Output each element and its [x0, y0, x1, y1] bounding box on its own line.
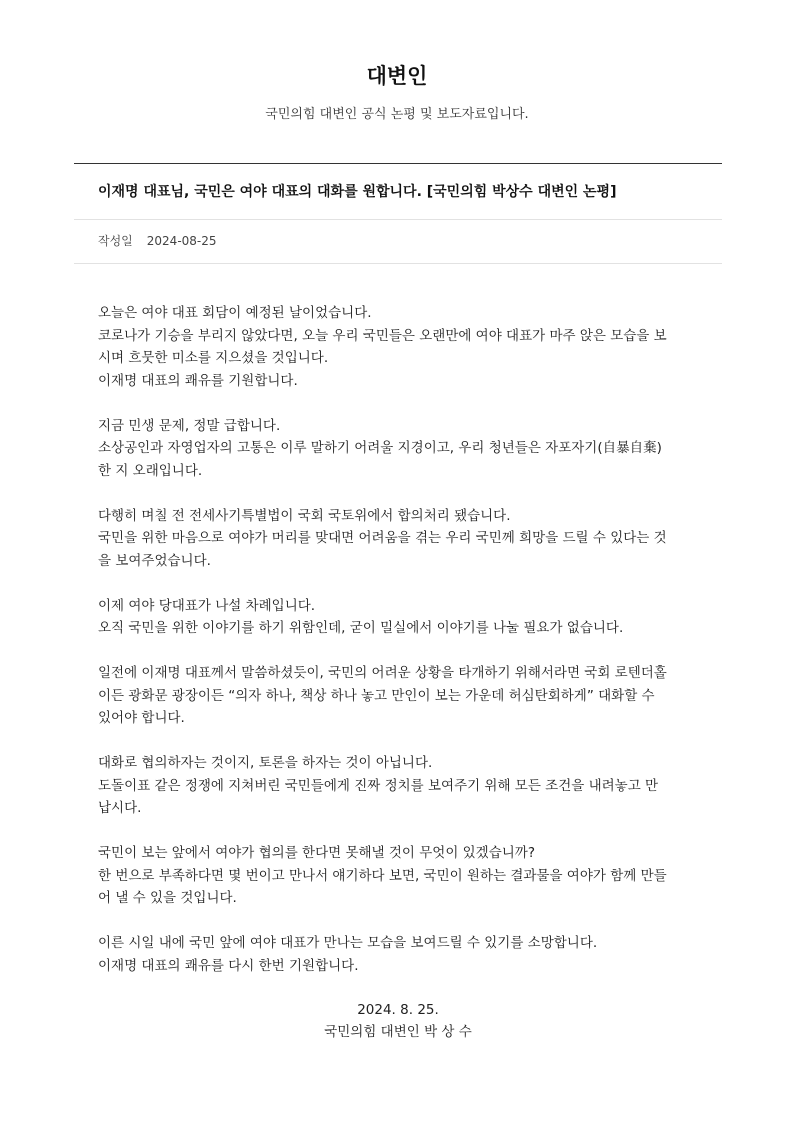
site-title[interactable]: 대변인 [366, 64, 428, 88]
body-line: 이제 여야 당대표가 나설 차례입니다. [98, 597, 316, 614]
body-line: 소상공인과 자영업자의 고통은 이루 말하기 어려울 지경이고, 우리 청년들은 자포자기(自暴自棄) [98, 440, 662, 456]
paragraph [98, 752, 698, 820]
body-line: 국민이 보는 앞에서 여야가 협의를 한다면 못해낼 것이 무엇이 있겠습니까? [98, 845, 536, 861]
body-line: 도돌이표 같은 정쟁에 지쳐버린 국민들에게 진짜 정치를 보여주기 위해 모든 조건을 내려놓고 만 [98, 777, 659, 794]
site-header [0, 0, 794, 124]
signature-date: 2024. 8. 25. [357, 1001, 439, 1018]
post-title: 이재명 대표님, 국민은 여야 대표의 대화를 원합니다. [국민의힘 박상수 대변인 논평] [74, 164, 722, 220]
body-line: 일전에 이재명 대표께서 말씀하셨듯이, 국민의 어려운 상황을 타개하기 위해서라면 국회 로텐더홀 [98, 665, 667, 681]
body-line: 다행히 며칠 전 전세사기특별법이 국회 국토위에서 합의처리 됐습니다. [98, 507, 511, 524]
body-line: 한 번으로 부족하다면 몇 번이고 만나서 얘기하다 보면, 국민이 원하는 결과물을 여야가 함께 만들 [98, 867, 667, 884]
paragraph [98, 595, 698, 640]
post [74, 163, 722, 1044]
body-line: 있어야 합니다. [98, 710, 185, 726]
body-line: 이든 광화문 광장이든 “의자 하나, 책상 하나 놓고 만인이 보는 가운데 허심탄회하게” 대화할 수 [98, 687, 655, 704]
body-line: 오직 국민을 위한 이야기를 하기 위함인데, 굳이 밀실에서 이야기를 나눌 필요가 없습니다. [98, 620, 624, 636]
signature [98, 999, 698, 1044]
paragraph [98, 415, 698, 483]
body-line: 코로나가 기승을 부리지 않았다면, 오늘 우리 국민들은 오랜만에 여야 대표가 마주 앉은 모습을 보 [98, 327, 667, 344]
paragraph [98, 302, 698, 392]
body-line: 이재명 대표의 쾌유를 기원합니다. [98, 372, 298, 389]
body-line: 납시다. [98, 800, 142, 816]
body-line: 국민을 위한 마음으로 여야가 머리를 맞대면 어려움을 겪는 우리 국민께 희망을 드릴 수 있다는 것 [98, 530, 667, 546]
body-line: 지금 민생 문제, 정말 급합니다. [98, 417, 281, 434]
signature-author: 국민의힘 대변인 박 상 수 [324, 1024, 472, 1040]
body-line: 어 낼 수 있을 것입니다. [98, 890, 237, 906]
post-body [74, 264, 722, 1044]
paragraph [98, 505, 698, 573]
body-line: 이른 시일 내에 국민 앞에 여야 대표가 만나는 모습을 보여드릴 수 있기를 소망합니다. [98, 935, 598, 951]
post-meta [74, 220, 722, 264]
paragraph [98, 932, 698, 977]
body-line: 시며 흐뭇한 미소를 지으셨을 것입니다. [98, 350, 329, 366]
meta-date: 2024-08-25 [146, 234, 217, 248]
paragraph [98, 842, 698, 910]
body-line: 이재명 대표의 쾌유를 다시 한번 기원합니다. [98, 957, 359, 974]
body-line: 오늘은 여야 대표 회담이 예정된 날이었습니다. [98, 305, 372, 321]
paragraph [98, 662, 698, 730]
site-subtitle: 국민의힘 대변인 공식 논평 및 보도자료입니다. [265, 107, 529, 122]
body-line: 을 보여주었습니다. [98, 552, 211, 569]
body-line: 대화로 협의하자는 것이지, 토론을 하자는 것이 아닙니다. [98, 755, 433, 771]
body-line: 한 지 오래입니다. [98, 462, 203, 479]
meta-label: 작성일 [98, 234, 133, 248]
